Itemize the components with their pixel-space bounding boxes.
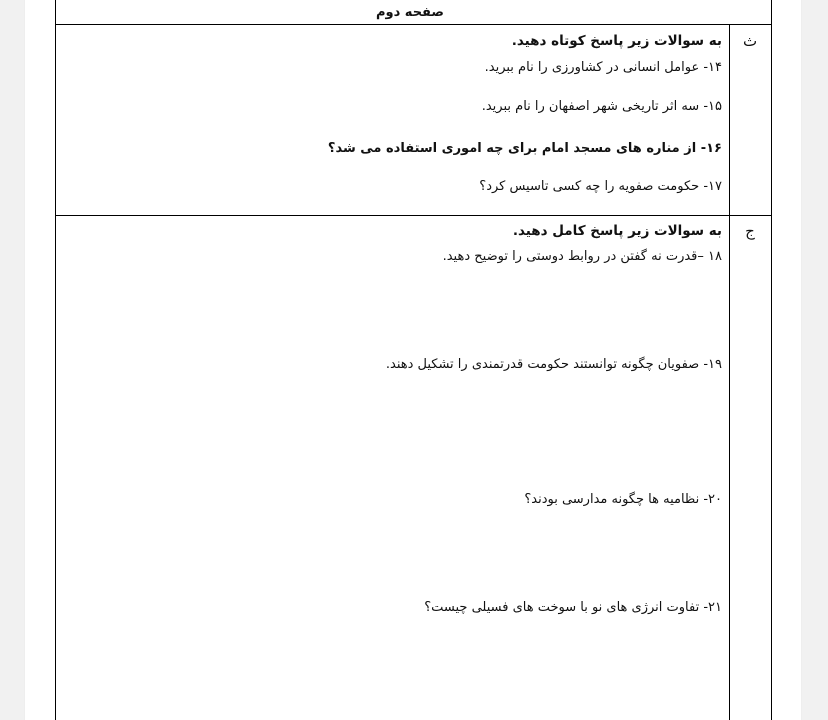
table-left-border <box>55 0 56 720</box>
table-right-border <box>771 0 772 720</box>
page-label: صفحه دوم <box>376 5 444 20</box>
question-21: ۲۱- تفاوت انرژی های نو با سوخت های فسیلی چیست؟ <box>424 600 722 615</box>
question-20: ۲۰- نظامیه ها چگونه مدارسی بودند؟ <box>524 492 722 507</box>
question-17: ۱۷- حکومت صفویه را چه کسی تاسیس کرد؟ <box>479 179 722 194</box>
section-letter-j: ج <box>745 222 755 240</box>
section-j-instruction: به سوالات زیر پاسخ کامل دهید. <box>512 223 722 239</box>
row-divider <box>55 215 772 216</box>
question-15: ۱۵- سه اثر تاریخی شهر اصفهان را نام ببرید. <box>481 99 722 114</box>
section-th-instruction: به سوالات زیر پاسخ کوتاه دهید. <box>511 33 722 49</box>
column-separator <box>729 24 730 720</box>
question-18: ۱۸ –قدرت نه گفتن در روابط دوستی را توضیح دهید. <box>442 249 722 264</box>
question-16: ۱۶- از مناره های مسجد امام برای چه اموری استفاده می شد؟ <box>327 141 722 156</box>
question-14: ۱۴- عوامل انسانی در کشاورزی را نام ببرید. <box>484 60 722 75</box>
section-letter-th: ث <box>742 32 758 50</box>
row-divider <box>55 24 772 25</box>
question-19: ۱۹- صفویان چگونه توانستند حکومت قدرتمندی را تشکیل دهند. <box>385 357 722 372</box>
